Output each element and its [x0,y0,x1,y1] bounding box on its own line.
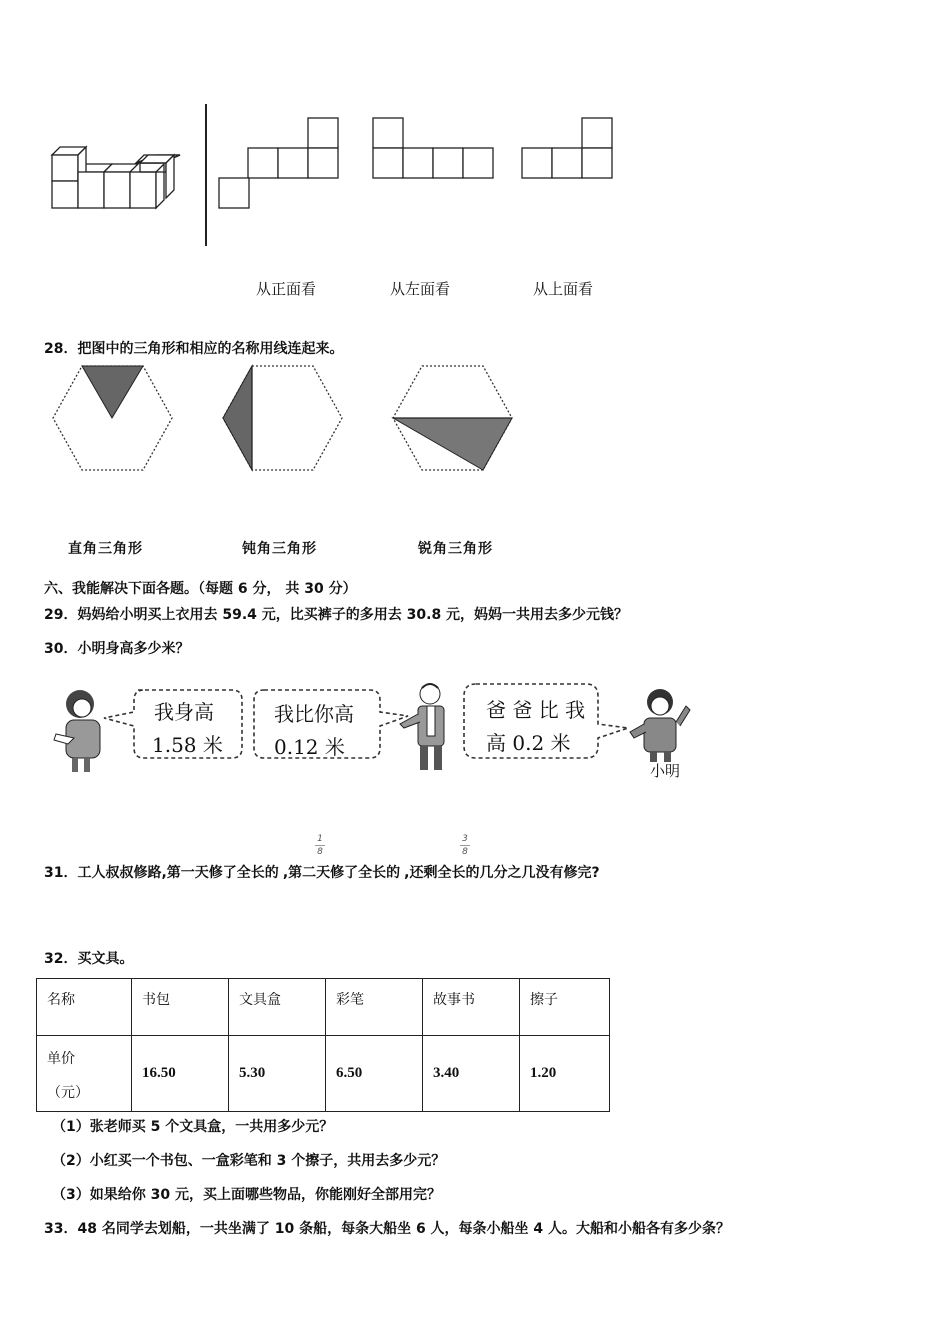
header-cell-schoolbag: 书包 [132,979,229,1036]
question-32-sub-3: （3）如果给你 30 元，买上面哪些物品，你能刚好全部用完？ [52,1187,441,1203]
price-cell-pencil-box: 5.30 [229,1036,326,1112]
question-32-sub-1: （1）张老师买 5 个文具盒，一共用多少元？ [52,1119,334,1135]
question-32-sub-2: （2）小红买一个书包、一盒彩笔和 3 个擦子，共用去多少元？ [52,1153,446,1169]
fraction-1-numerator: 1 [317,834,323,844]
table-row-price [37,1036,610,1112]
hexagon-obtuse-triangle [220,364,346,472]
xiaoming-illustration [624,684,694,764]
question-33: 33．48 名同学去划船，一共坐满了 10 条船，每条大船坐 6 人，每条小船坐 4 人。大船和小船各有多少条？ [44,1221,731,1237]
front-view-drawing [216,116,342,212]
question-29: 29．妈妈给小明买上衣用去 59.4 元，比买裤子的多用去 30.8 元，妈妈一共用去多少元钱？ [44,607,629,623]
bubble-3-line-2: 高 0.2 米 [486,731,571,755]
father-illustration [396,680,460,772]
cube-figure [40,140,190,220]
label-acute-triangle: 锐角三角形 [418,541,493,557]
fraction-2-denominator: 8 [462,847,468,857]
fraction-2-numerator: 3 [462,834,468,844]
left-view-label: 从左面看 [390,280,451,298]
question-32: 32．买文具。 [44,951,134,967]
top-view-drawing [520,116,616,182]
divider-line [205,104,207,246]
bubble-2-line-1: 我比你高 [274,702,354,726]
bubble-1-line-2: 1.58 米 [152,733,223,757]
label-obtuse-triangle: 钝角三角形 [242,541,317,557]
hexagon-acute-triangle [390,364,516,472]
question-30: 30．小明身高多少米？ [44,641,190,657]
front-view-label: 从正面看 [256,280,317,298]
question-31-part-2: ,第二天修了全长的 [282,865,401,881]
section-6-title: 六、我能解决下面各题。（每题 6 分， 共 30 分） [44,581,357,597]
bubble-3-line-1: 爸 爸 比 我 [486,698,586,722]
row-label-line-1: 单价 [47,1050,75,1067]
row-label-price [37,1036,132,1112]
left-view-drawing [371,116,497,182]
top-view-label: 从上面看 [533,280,594,298]
fraction-2 [460,834,470,857]
price-table [36,978,610,1112]
fraction-1 [315,834,325,857]
header-cell-name: 名称 [37,979,132,1036]
header-cell-pencil-box: 文具盒 [229,979,326,1036]
header-cell-storybook: 故事书 [423,979,520,1036]
header-cell-color-pens: 彩笔 [326,979,423,1036]
question-31-part-1: 31．工人叔叔修路,第一天修了全长的 [44,865,279,881]
hexagon-right-triangle [50,364,176,472]
fraction-1-denominator: 8 [317,847,323,857]
price-cell-color-pens: 6.50 [326,1036,423,1112]
question-31 [44,862,600,882]
xiaoming-label: 小明 [650,762,681,780]
question-28: 28．把图中的三角形和相应的名称用线连起来。 [44,341,344,357]
price-cell-storybook: 3.40 [423,1036,520,1112]
bubble-1-line-1: 我身高 [154,700,214,724]
label-right-triangle: 直角三角形 [68,541,143,557]
price-cell-schoolbag: 16.50 [132,1036,229,1112]
question-31-part-3: ,还剩全长的几分之几没有修完? [404,865,600,881]
table-header-row [37,979,610,1036]
price-cell-eraser: 1.20 [520,1036,610,1112]
bubble-2-line-2: 0.12 米 [274,735,345,759]
header-cell-eraser: 擦子 [520,979,610,1036]
row-label-line-2: （元） [47,1084,89,1101]
